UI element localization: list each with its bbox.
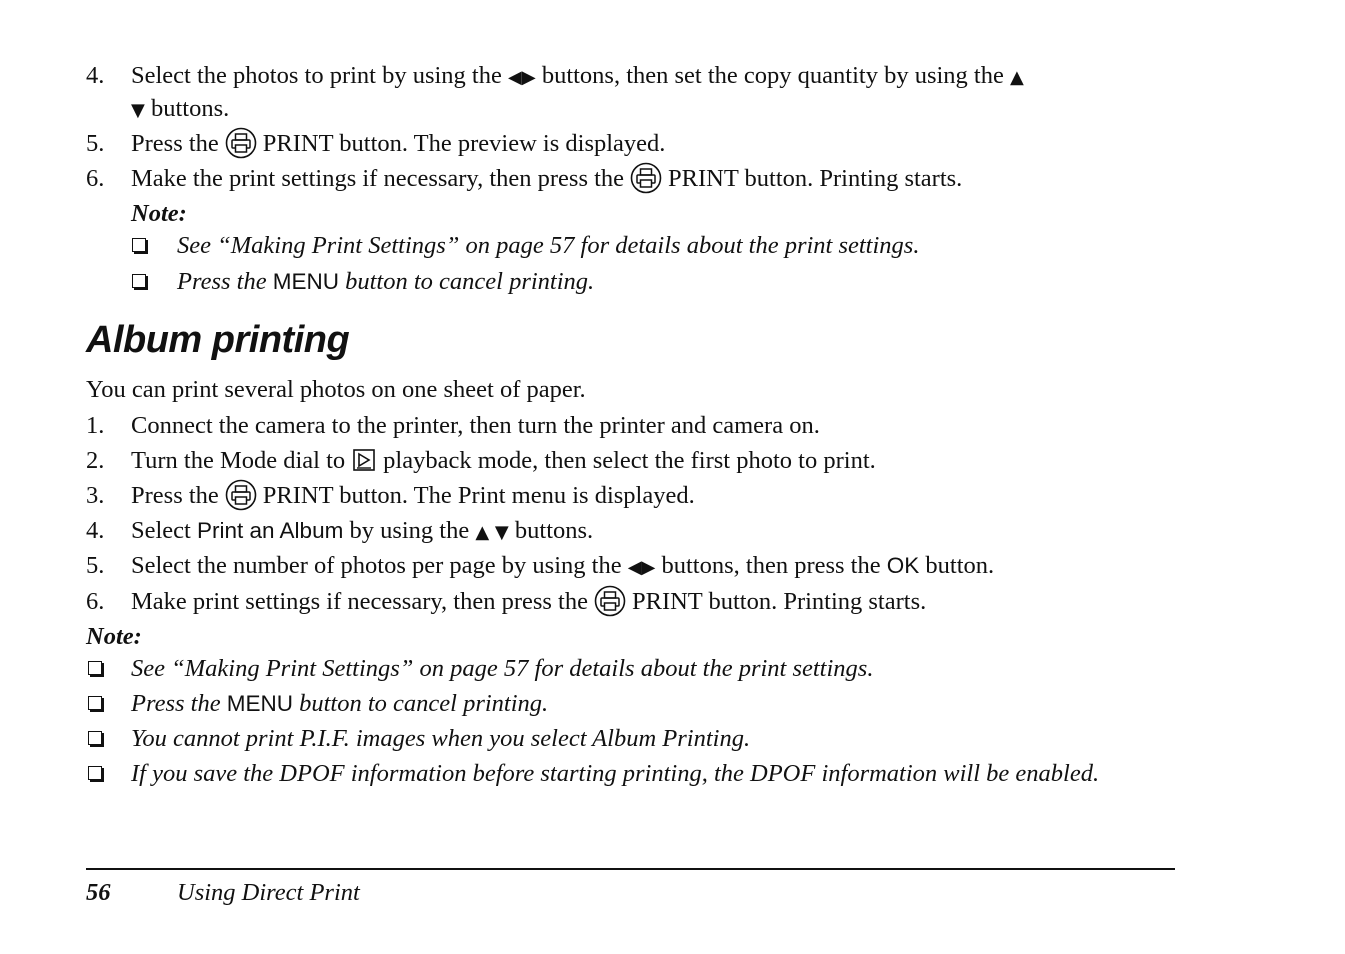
step-text-part: Press the xyxy=(131,130,219,157)
step-text-part: Select the photos to print by using the xyxy=(131,62,508,89)
up-down-arrows-icon: ▲ ▼ xyxy=(475,522,509,543)
note-text: If you save the DPOF information before starting printing, the DPOF information will be enabled. xyxy=(131,760,1100,787)
step-text xyxy=(131,162,962,204)
left-right-arrows-icon: ◀▶ xyxy=(627,557,656,578)
checkbox-bullet-icon xyxy=(88,696,102,710)
down-arrow-icon: ▼ xyxy=(131,100,145,121)
section-heading: Album printing xyxy=(86,319,350,361)
step-text-part: Select the number of photos per page by using the xyxy=(131,552,628,579)
step-text-part: PRINT button. The preview is displayed. xyxy=(262,130,666,157)
note-text-part: Press the xyxy=(177,268,273,295)
note-text: See “Making Print Settings” on page 57 for details about the print settings. xyxy=(131,655,874,682)
step-text-part: Make print settings if necessary, then press the xyxy=(131,588,588,615)
playback-mode-icon xyxy=(353,447,375,481)
note-label: Note: xyxy=(131,200,187,227)
note-text xyxy=(177,265,594,299)
step-number: 5. xyxy=(86,552,105,579)
note-text-part: button to cancel printing. xyxy=(338,268,595,295)
step-text xyxy=(131,59,1024,95)
step-text-part: Select xyxy=(131,517,197,544)
menu-keyword: MENU xyxy=(226,691,293,716)
step-text-part: buttons, then press the xyxy=(655,552,887,579)
step-text-part: buttons. xyxy=(144,95,230,122)
step-text xyxy=(131,514,593,550)
step-text xyxy=(131,549,994,585)
footer-rule xyxy=(86,868,1175,870)
step-number: 6. xyxy=(86,588,105,615)
menu-keyword: MENU xyxy=(272,269,339,294)
step-text-part: playback mode, then select the first photo to print. xyxy=(383,447,876,474)
step-text-part: buttons, then set the copy quantity by using the xyxy=(535,62,1010,89)
footer-section-title: Using Direct Print xyxy=(177,879,360,906)
step-text-part: by using the xyxy=(343,517,476,544)
step-text-continued xyxy=(131,92,229,128)
note-text-part: Press the xyxy=(131,690,227,717)
note-label: Note: xyxy=(86,623,142,650)
step-text-part: PRINT button. Printing starts. xyxy=(668,165,963,192)
step-text xyxy=(131,585,926,627)
step-number: 5. xyxy=(86,130,105,157)
note-text xyxy=(131,687,548,721)
print-an-album-keyword: Print an Album xyxy=(197,518,344,543)
up-arrow-icon: ▲ xyxy=(1009,67,1024,88)
note-text: You cannot print P.I.F. images when you select Album Printing. xyxy=(131,725,751,752)
step-number: 1. xyxy=(86,412,105,439)
checkbox-bullet-icon xyxy=(88,766,102,780)
step-text-part: button. xyxy=(919,552,995,579)
print-button-icon xyxy=(630,162,662,204)
step-number: 2. xyxy=(86,447,105,474)
step-text-part: buttons. xyxy=(508,517,594,544)
step-text-part: Press the xyxy=(131,482,219,509)
step-text-part: PRINT button. Printing starts. xyxy=(631,588,927,615)
print-button-icon xyxy=(594,585,626,627)
step-text-part: Turn the Mode dial to xyxy=(131,447,346,474)
checkbox-bullet-icon xyxy=(88,661,102,675)
step-text xyxy=(131,444,876,481)
page-number: 56 xyxy=(86,879,111,906)
left-right-arrows-icon: ◀▶ xyxy=(508,67,536,88)
checkbox-bullet-icon xyxy=(132,238,146,252)
step-number: 4. xyxy=(86,62,105,89)
ok-keyword: OK xyxy=(886,553,920,578)
intro-text: You can print several photos on one sheet of paper. xyxy=(86,376,586,403)
checkbox-bullet-icon xyxy=(88,731,102,745)
note-text-part: button to cancel printing. xyxy=(292,690,549,717)
step-number: 6. xyxy=(86,165,105,192)
checkbox-bullet-icon xyxy=(132,274,146,288)
note-text: See “Making Print Settings” on page 57 for details about the print settings. xyxy=(177,232,920,259)
step-number: 3. xyxy=(86,482,105,509)
step-text-part: PRINT button. The Print menu is displayed. xyxy=(262,482,695,509)
step-number: 4. xyxy=(86,517,105,544)
step-text: Connect the camera to the printer, then turn the printer and camera on. xyxy=(131,412,820,439)
step-text-part: Make the print settings if necessary, then press the xyxy=(131,165,625,192)
